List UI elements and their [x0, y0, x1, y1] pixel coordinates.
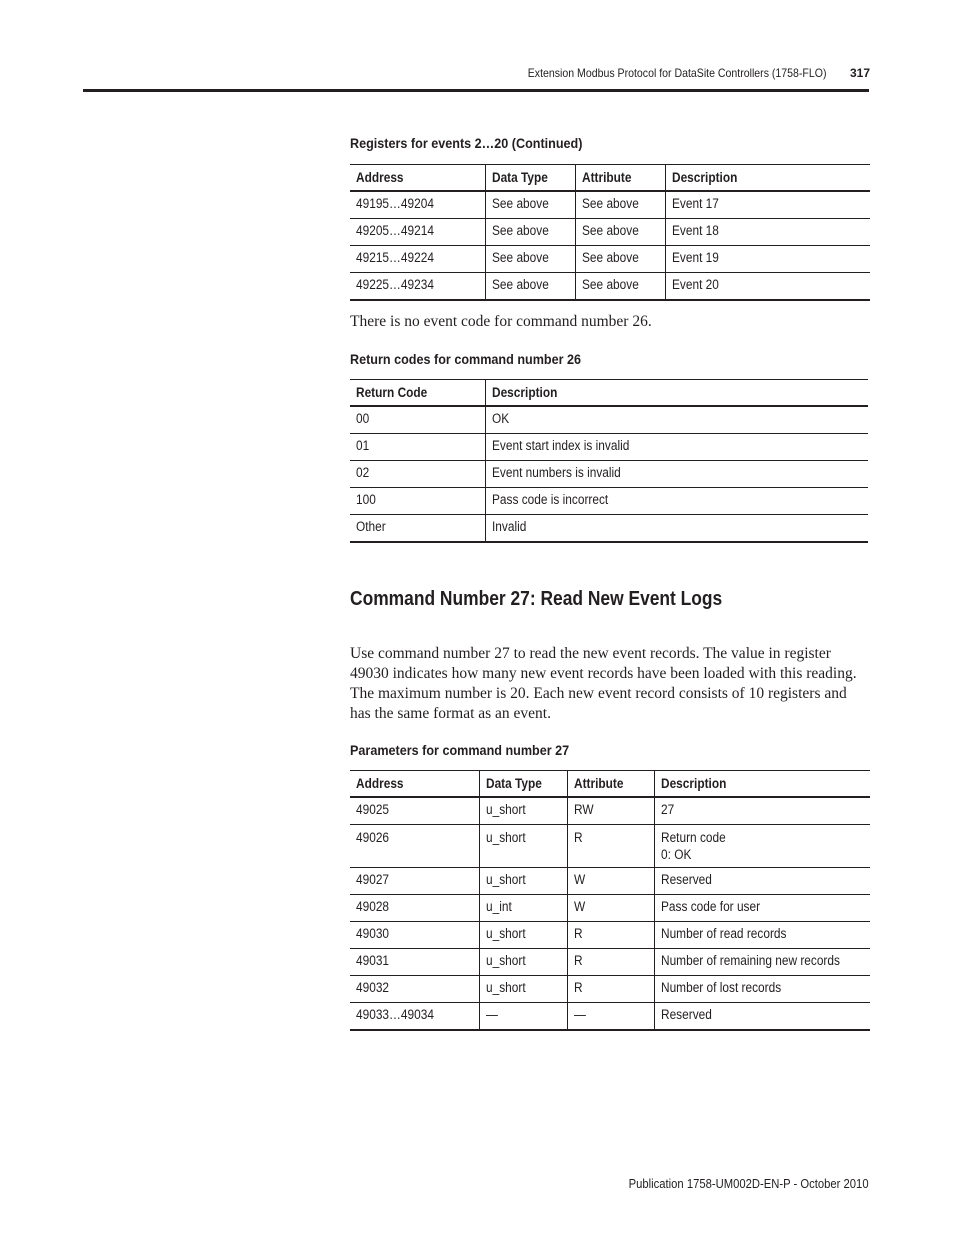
table-cell: 49195…49204 [350, 191, 485, 219]
table1-caption: Registers for events 2…20 (Continued) [350, 135, 583, 151]
table-cell: u_short [480, 825, 568, 868]
table-cell: See above [575, 219, 665, 246]
table-cell: 27 [654, 797, 870, 825]
table-cell: u_int [480, 895, 568, 922]
table-cell: 49030 [350, 922, 480, 949]
table-row [350, 219, 870, 246]
table-header-row [350, 380, 868, 407]
header-title: Extension Modbus Protocol for DataSite Controllers (1758-FLO) [527, 66, 826, 80]
column-header: Attribute [567, 771, 654, 798]
note-command-26: There is no event code for command number 26. [350, 313, 652, 330]
table-cell: See above [575, 246, 665, 273]
table-row [350, 273, 870, 301]
table-row [350, 922, 870, 949]
section-heading: Command Number 27: Read New Event Logs [350, 588, 723, 610]
table-cell: RW [567, 797, 654, 825]
table-cell: 00 [350, 406, 485, 434]
table-cell: 100 [350, 488, 485, 515]
table-cell: Event 20 [665, 273, 870, 301]
table-cell: Invalid [485, 515, 868, 543]
section-body: Use command number 27 to read the new event records. The value in register 49030 indicates how many new event records have been loaded with this reading. The maximum number is 20. Each new event record consists of 10 registers and has the same format as an event. [350, 645, 857, 722]
table-cell: See above [575, 191, 665, 219]
column-header: Address [350, 771, 480, 798]
table-cell: See above [485, 191, 575, 219]
page-number: 317 [850, 66, 871, 80]
parameters-table [350, 770, 870, 1031]
column-header: Description [485, 380, 868, 407]
table-row [350, 1003, 870, 1031]
publication-footer: Publication 1758-UM002D-EN-P - October 2010 [629, 1177, 869, 1191]
column-header: Description [654, 771, 870, 798]
return-codes-table [350, 379, 868, 543]
table3-caption: Parameters for command number 27 [350, 742, 570, 758]
table-row [350, 949, 870, 976]
table-cell: R [567, 825, 654, 868]
table-row [350, 868, 870, 895]
table-cell: 49026 [350, 825, 480, 868]
table-cell: 49033…49034 [350, 1003, 480, 1031]
table-cell: 01 [350, 434, 485, 461]
table-row [350, 434, 868, 461]
table-cell: R [567, 976, 654, 1003]
table-cell: Return code 0: OK [654, 825, 870, 868]
table-cell: Other [350, 515, 485, 543]
table-cell: u_short [480, 797, 568, 825]
table-row [350, 406, 868, 434]
table-cell: Event start index is invalid [485, 434, 868, 461]
table-row [350, 461, 868, 488]
table-cell: 49031 [350, 949, 480, 976]
table-cell: Event 17 [665, 191, 870, 219]
column-header: Address [350, 165, 485, 192]
header-rule [83, 89, 869, 92]
table-cell: 49225…49234 [350, 273, 485, 301]
table-cell: Number of read records [654, 922, 870, 949]
table-cell: u_short [480, 868, 568, 895]
table-row [350, 825, 870, 868]
table-cell: Event 19 [665, 246, 870, 273]
table-cell: 49028 [350, 895, 480, 922]
table-row [350, 976, 870, 1003]
table-cell: Event 18 [665, 219, 870, 246]
table-cell: R [567, 949, 654, 976]
column-header: Data Type [485, 165, 575, 192]
table-cell: Number of remaining new records [654, 949, 870, 976]
table-cell: Event numbers is invalid [485, 461, 868, 488]
table-cell: 49215…49224 [350, 246, 485, 273]
table-cell: W [567, 868, 654, 895]
table-cell: 02 [350, 461, 485, 488]
table-cell: — [480, 1003, 568, 1031]
table-cell: u_short [480, 922, 568, 949]
table-row [350, 895, 870, 922]
table-cell: Pass code is incorrect [485, 488, 868, 515]
table-cell: u_short [480, 949, 568, 976]
table2-caption: Return codes for command number 26 [350, 351, 582, 367]
table-cell: See above [575, 273, 665, 301]
table-row [350, 515, 868, 543]
column-header: Return Code [350, 380, 485, 407]
table-header-row [350, 771, 870, 798]
column-header: Attribute [575, 165, 665, 192]
column-header: Description [665, 165, 870, 192]
table-cell: See above [485, 273, 575, 301]
table-cell: u_short [480, 976, 568, 1003]
table-cell: See above [485, 246, 575, 273]
registers-table [350, 164, 870, 301]
table-row [350, 488, 868, 515]
table-cell: Number of lost records [654, 976, 870, 1003]
table-cell: 49205…49214 [350, 219, 485, 246]
table-cell: 49027 [350, 868, 480, 895]
column-header: Data Type [480, 771, 568, 798]
table-row [350, 246, 870, 273]
table-row [350, 797, 870, 825]
table-cell: OK [485, 406, 868, 434]
table-row [350, 191, 870, 219]
table-cell: W [567, 895, 654, 922]
table-cell: 49025 [350, 797, 480, 825]
table-cell: Reserved [654, 1003, 870, 1031]
table-header-row [350, 165, 870, 192]
table-cell: Reserved [654, 868, 870, 895]
table-cell: 49032 [350, 976, 480, 1003]
table-cell: R [567, 922, 654, 949]
table-cell: See above [485, 219, 575, 246]
table-cell: Pass code for user [654, 895, 870, 922]
table-cell: — [567, 1003, 654, 1031]
